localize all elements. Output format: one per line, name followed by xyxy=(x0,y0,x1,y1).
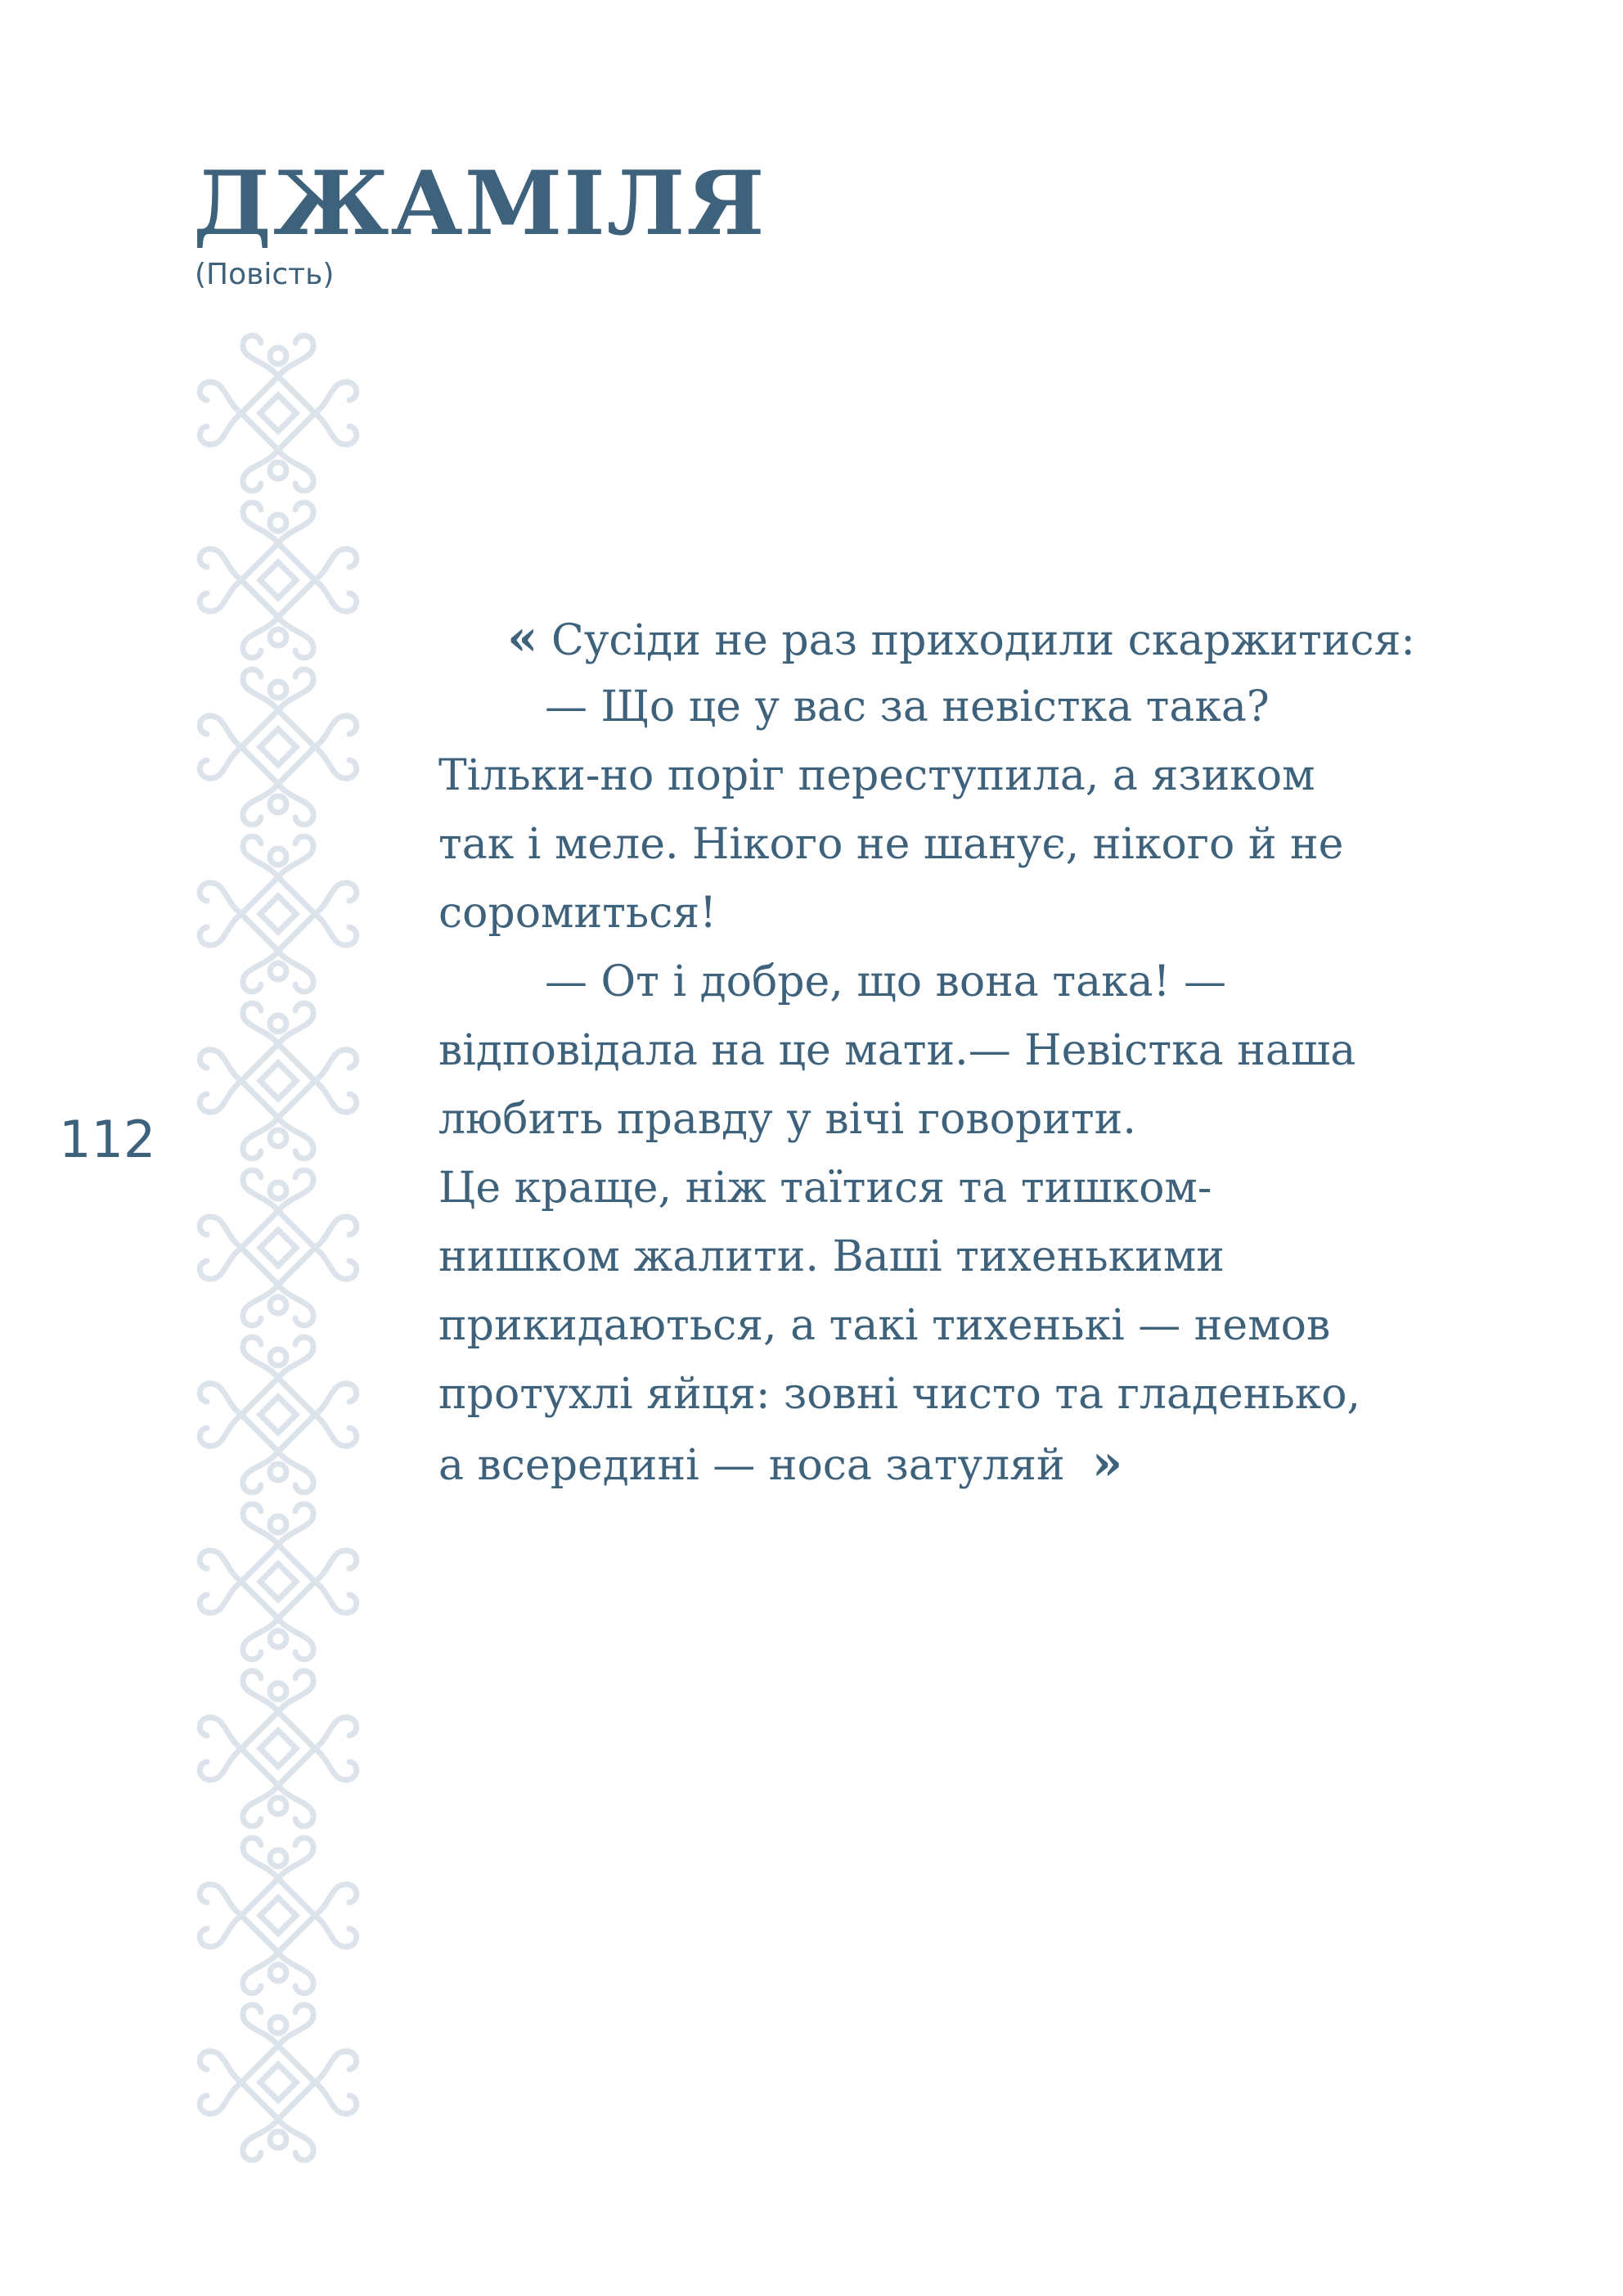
quote-line: соромиться! xyxy=(438,889,717,938)
quote-line: « Сусіди не раз приходили скаржитися: xyxy=(507,610,1415,667)
quote-line: — От і добре, що вона така! — xyxy=(545,957,1227,1006)
quote-line: Це краще, ніж таїтися та тишком- xyxy=(438,1164,1212,1213)
quote-line: нишком жалити. Ваші тихенькими xyxy=(438,1232,1225,1281)
page-subtitle: (Повість) xyxy=(195,258,335,291)
quote-line: так і меле. Нікого не шанує, нікого й не xyxy=(438,820,1344,869)
quote-line: а всередині — носа затуляй » xyxy=(438,1434,1123,1492)
quote-line: — Що це у вас за невістка така? xyxy=(545,682,1270,732)
quote-line: відповідала на це мати.— Невістка наша xyxy=(438,1026,1356,1075)
quote-block xyxy=(438,604,1445,1497)
quote-line: любить правду у вічі говорити. xyxy=(438,1095,1136,1144)
quote-line: прикидаються, а такі тихенькі — немов xyxy=(438,1301,1331,1350)
kyrgyz-ornament-icon xyxy=(192,331,364,2168)
open-quote-mark: « xyxy=(507,610,538,667)
quote-line: Тільки-но поріг переступила, а язиком xyxy=(438,751,1315,800)
page-number: 112 xyxy=(59,1110,156,1169)
quote-line: протухлі яйця: зовні чисто та гладенько, xyxy=(438,1370,1361,1419)
close-quote-mark: » xyxy=(1091,1434,1123,1492)
page-title: ДЖАМІЛЯ xyxy=(193,152,767,255)
